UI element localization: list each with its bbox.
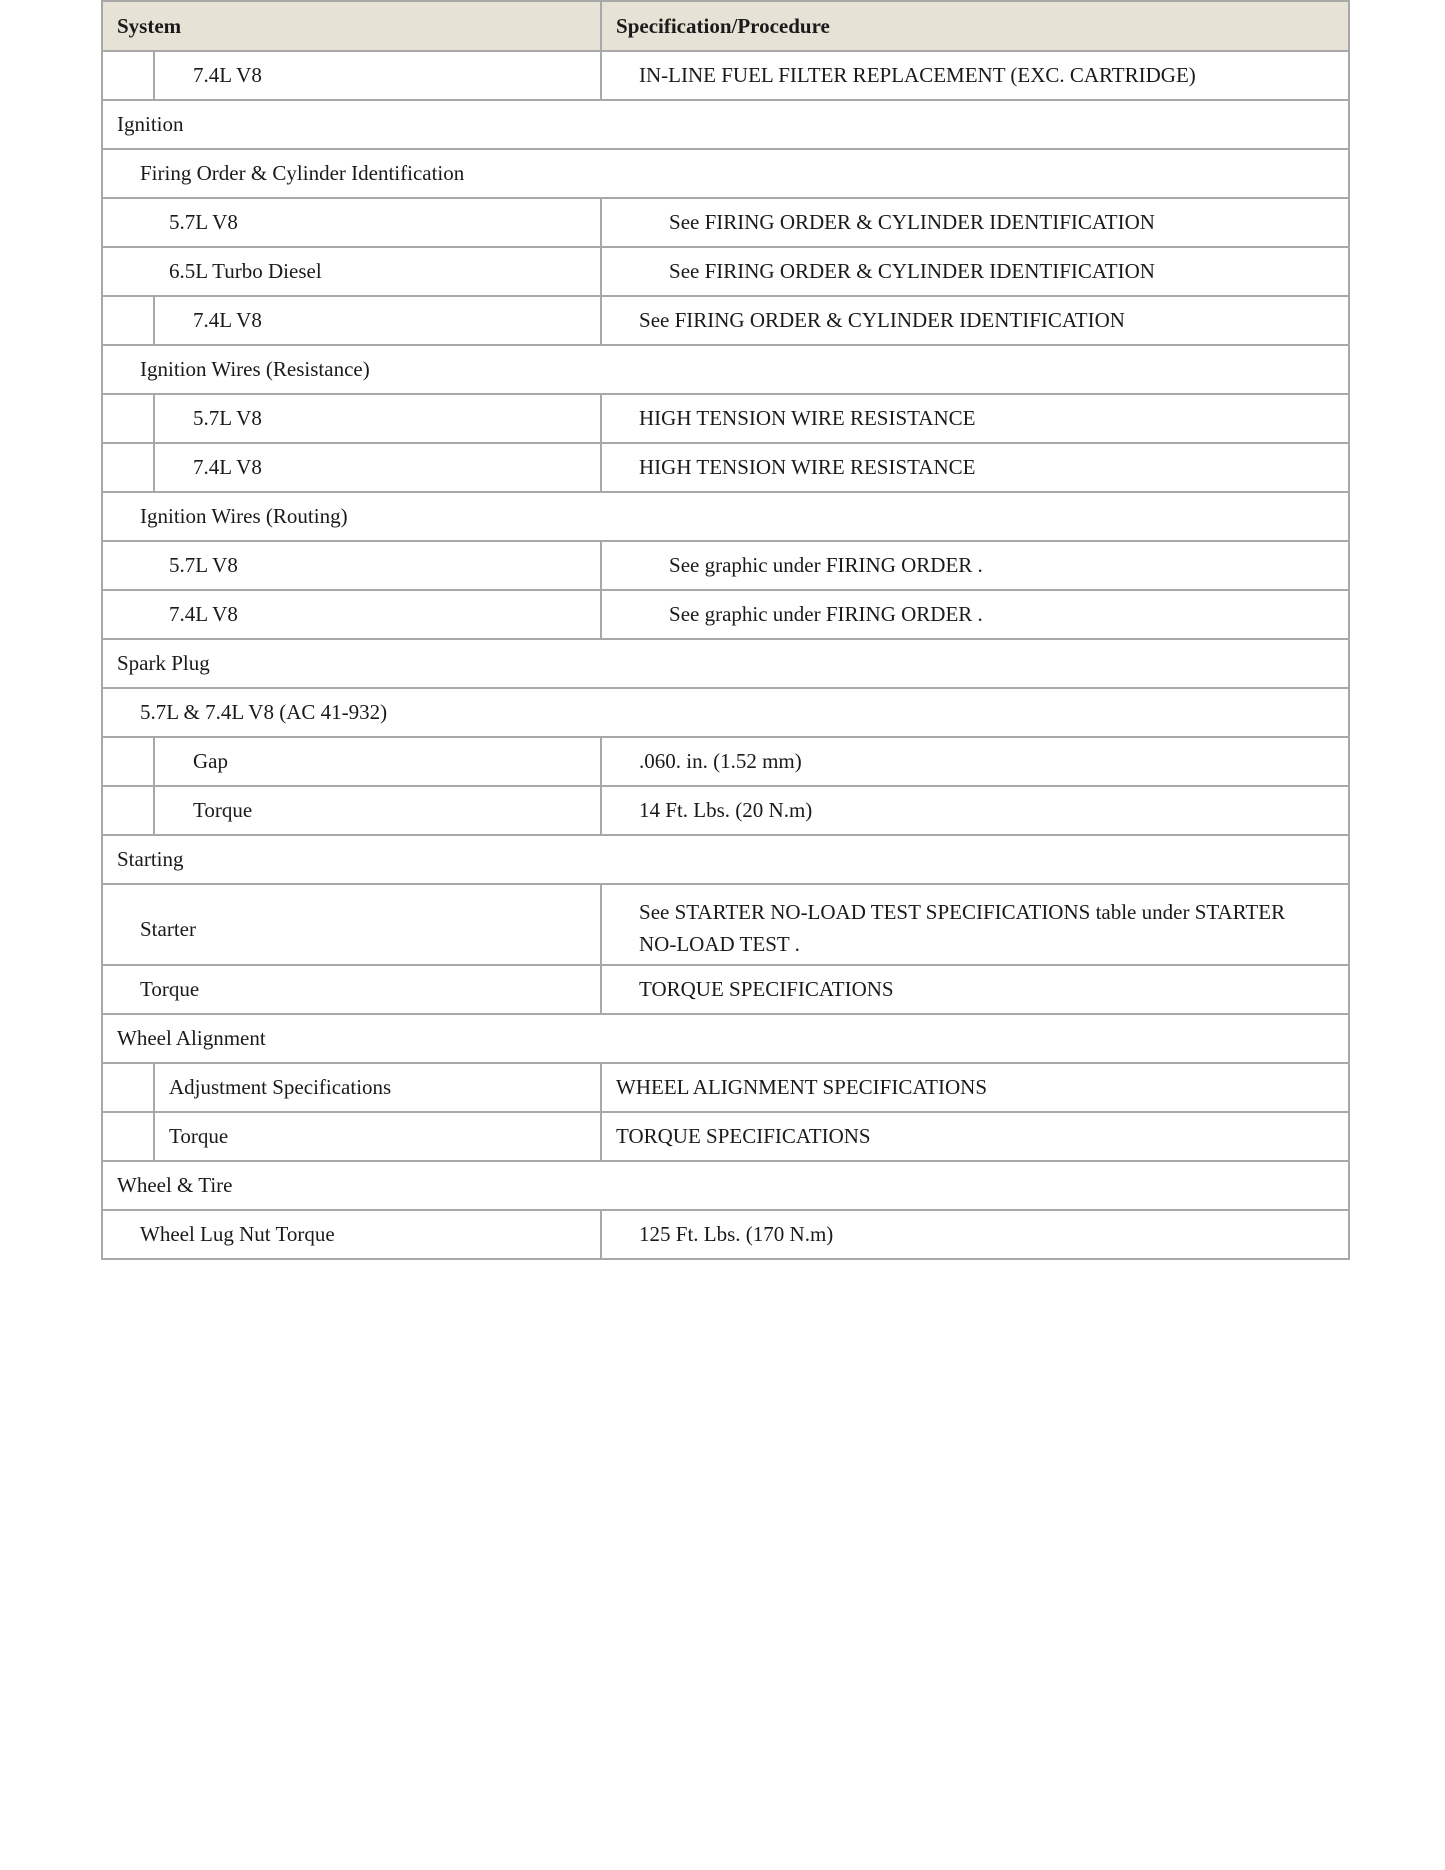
system-cell: [154, 1112, 601, 1161]
table-row: [102, 590, 1349, 639]
spec-cell: [601, 965, 1349, 1014]
spec-value: 14 Ft. Lbs. (20 N.m): [639, 798, 813, 822]
indent-cell: [102, 296, 154, 345]
spec-value: See graphic under FIRING ORDER .: [669, 553, 983, 577]
table-row: [102, 198, 1349, 247]
table-header-row: [102, 1, 1349, 51]
subsection-cell: [102, 345, 1349, 394]
system-label: Adjustment Specifications: [169, 1075, 392, 1099]
spec-value: IN-LINE FUEL FILTER REPLACEMENT (EXC. CARTRIDGE): [639, 63, 1196, 87]
system-label: Gap: [193, 749, 228, 773]
subsection-title: Firing Order & Cylinder Identification: [140, 161, 465, 185]
system-label: 7.4L V8: [193, 63, 262, 87]
section-title: Wheel Alignment: [117, 1026, 266, 1050]
system-label: Torque: [193, 798, 253, 822]
system-label: 5.7L V8: [169, 553, 238, 577]
system-label: 7.4L V8: [193, 308, 262, 332]
indent-cell: [102, 51, 154, 100]
table-row: [102, 786, 1349, 835]
spec-value: See FIRING ORDER & CYLINDER IDENTIFICATION: [669, 259, 1155, 283]
spec-cell: [601, 590, 1349, 639]
system-cell: [154, 786, 601, 835]
spec-value: See graphic under FIRING ORDER .: [669, 602, 983, 626]
spec-value: TORQUE SPECIFICATIONS: [639, 977, 894, 1001]
system-label: Wheel Lug Nut Torque: [140, 1222, 335, 1246]
indent-cell: [102, 1112, 154, 1161]
table-row: [102, 1210, 1349, 1259]
subsection-title: Ignition Wires (Routing): [140, 504, 348, 528]
system-cell: [102, 247, 601, 296]
system-cell: [154, 394, 601, 443]
subsection-row: [102, 688, 1349, 737]
system-cell: [102, 965, 601, 1014]
section-row: [102, 835, 1349, 884]
spec-cell: [601, 443, 1349, 492]
spec-value: TORQUE SPECIFICATIONS: [616, 1124, 871, 1148]
section-row: [102, 100, 1349, 149]
system-label: 7.4L V8: [193, 455, 262, 479]
section-row: [102, 1014, 1349, 1063]
section-cell: [102, 1014, 1349, 1063]
system-label: Torque: [140, 977, 200, 1001]
spec-cell: [601, 1112, 1349, 1161]
section-title: Wheel & Tire: [117, 1173, 233, 1197]
header-system: System: [102, 1, 601, 51]
system-label: 6.5L Turbo Diesel: [169, 259, 322, 283]
spec-cell: [601, 786, 1349, 835]
spec-cell: [601, 296, 1349, 345]
header-specification: Specification/Procedure: [601, 1, 1349, 51]
section-row: [102, 1161, 1349, 1210]
table-row: [102, 541, 1349, 590]
section-cell: [102, 639, 1349, 688]
system-cell: [102, 590, 601, 639]
indent-cell: [102, 1063, 154, 1112]
table-row: [102, 443, 1349, 492]
indent-cell: [102, 786, 154, 835]
system-cell: [154, 737, 601, 786]
spec-cell: [601, 884, 1349, 965]
spec-cell: [601, 1210, 1349, 1259]
system-cell: [154, 51, 601, 100]
section-cell: [102, 1161, 1349, 1210]
system-cell: [154, 296, 601, 345]
section-cell: [102, 835, 1349, 884]
table-row: [102, 737, 1349, 786]
spec-cell: [601, 247, 1349, 296]
system-cell: [154, 443, 601, 492]
spec-cell: [601, 198, 1349, 247]
spec-cell: [601, 51, 1349, 100]
spec-value: See STARTER NO-LOAD TEST SPECIFICATIONS table under STARTER NO-LOAD TEST .: [639, 899, 1286, 956]
system-cell: [102, 884, 601, 965]
spec-cell: [601, 541, 1349, 590]
spec-cell: [601, 1063, 1349, 1112]
subsection-row: [102, 492, 1349, 541]
table-row: [102, 884, 1349, 965]
table-row: [102, 394, 1349, 443]
subsection-cell: [102, 149, 1349, 198]
spec-value: See FIRING ORDER & CYLINDER IDENTIFICATION: [669, 210, 1155, 234]
indent-cell: [102, 737, 154, 786]
specification-table: [101, 0, 1350, 1260]
indent-cell: [102, 443, 154, 492]
section-cell: [102, 100, 1349, 149]
system-label: 7.4L V8: [169, 602, 238, 626]
section-title: Spark Plug: [117, 651, 210, 675]
system-cell: [154, 1063, 601, 1112]
system-cell: [102, 541, 601, 590]
table-row: [102, 965, 1349, 1014]
table-row: [102, 247, 1349, 296]
subsection-row: [102, 345, 1349, 394]
section-row: [102, 639, 1349, 688]
subsection-cell: [102, 688, 1349, 737]
spec-value: See FIRING ORDER & CYLINDER IDENTIFICATION: [639, 308, 1125, 332]
spec-value: 125 Ft. Lbs. (170 N.m): [639, 1222, 834, 1246]
table-row: [102, 296, 1349, 345]
table-row: [102, 51, 1349, 100]
spec-cell: [601, 737, 1349, 786]
section-title: Starting: [117, 847, 184, 871]
subsection-row: [102, 149, 1349, 198]
system-label: 5.7L V8: [193, 406, 262, 430]
system-label: Torque: [169, 1124, 229, 1148]
subsection-cell: [102, 492, 1349, 541]
section-title: Ignition: [117, 112, 184, 136]
system-cell: [102, 1210, 601, 1259]
spec-cell: [601, 394, 1349, 443]
system-cell: [102, 198, 601, 247]
spec-value: HIGH TENSION WIRE RESISTANCE: [639, 406, 976, 430]
spec-value: .060. in. (1.52 mm): [639, 749, 802, 773]
spec-value: WHEEL ALIGNMENT SPECIFICATIONS: [616, 1075, 988, 1099]
subsection-title: 5.7L & 7.4L V8 (AC 41-932): [140, 700, 388, 724]
indent-cell: [102, 394, 154, 443]
system-label: 5.7L V8: [169, 210, 238, 234]
table-row: [102, 1112, 1349, 1161]
subsection-title: Ignition Wires (Resistance): [140, 357, 370, 381]
spec-value: HIGH TENSION WIRE RESISTANCE: [639, 455, 976, 479]
table-row: [102, 1063, 1349, 1112]
system-label: Starter: [140, 917, 196, 941]
